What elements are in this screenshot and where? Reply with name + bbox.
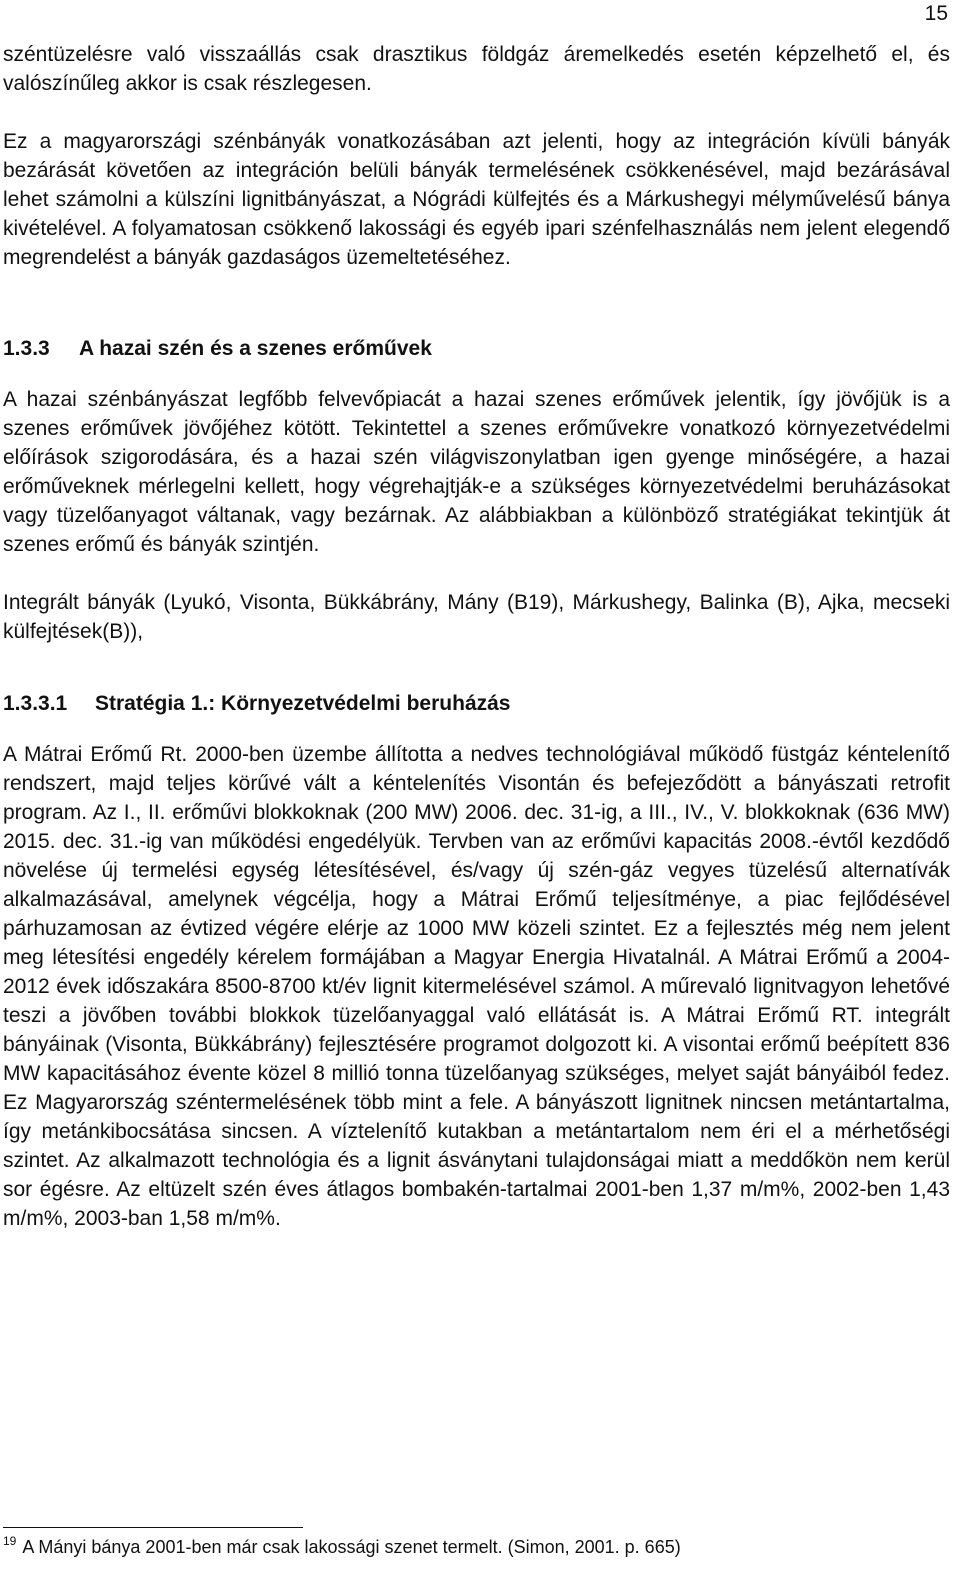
paragraph-3: A hazai szénbányászat legfőbb felvevőpiacát a hazai szenes erőművek jelentik, így jövőjük is a szenes erőművek jövőjéhez kötött. Tekintettel a szenes erőművekre vonatkozó környezetvédelmi előírások szigorodására, és a hazai szén világviszonylatban igen gyenge minőségére, a hazai erőműveknek mérlegelni kellett, hogy végrehajtják-e a szükséges környezetvédelmi beruházásokat vagy tüzelőanyagot váltanak, vagy bezárnak. Az alábbiakban a különböző stratégiákat tekintjük át szenes erőmű és bányák szintjén.: [3, 388, 950, 556]
paragraph-5: A Mátrai Erőmű Rt. 2000-ben üzembe állította a nedves technológiával működő füstgáz kéntelenítő rendszert, majd teljes körűvé vált a kéntelenítés Visontán és befejeződött a bányászati retrofit program. Az I., II. erőművi blokkoknak (200 MW) 2006. dec. 31-ig, a III., IV., V. blokkoknak (636 MW) 2015. dec. 31.-ig van működési engedélyük. Tervben van az erőművi kapacitás 2008.-évtől kezdődő növelése új termelési egység létesítésével, és/vagy új szén-gáz vegyes tüzelésű alternatívák alkalmazásával, amelynek végcélja, hogy a Mátrai Erőmű teljesítménye, a piac fejlődésével párhuzamosan az évtized végére elérje az 1000 MW közeli szintet. Ez a fejlesztés még nem jelent meg létesítési engedély kérelem formájában a Magyar Energia Hivatalnál. A Mátrai Erőmű a 2004-2012 évek időszakára 8500-8700 kt/év lignit kitermelésével számol. A műrevaló lignitvagyon lehetővé teszi a jövőben további blokkok tüzelőanyaggal való ellátását is. A Mátrai Erőmű RT. integrált bányáinak (Visonta, Bükkábrány) fejlesztésére programot dolgozott ki. A visontai erőmű beépített 836 MW kapacitásához évente közel 8 millió tonna tüzelőanyag szükséges, melyet saját bányáiból fedez. Ez Magyarország széntermelésének több mint a fele. A bányászott lignitnek nincsen metántartalma, így metánkibocsátása sincsen. A víztelenítő kutakban a metántartalom nem éri el a mérhetőségi szintet. Az alkalmazott technológia és a lignit ásványtani tulajdonságai miatt a meddőkön nem kerül sor égésre. Az eltüzelt szén éves átlagos bombakén-tartalmai 2001-ben 1,37 m/m%, 2002-ben 1,43 m/m%, 2003-ban 1,58 m/m%.: [3, 743, 950, 1230]
paragraph-1: széntüzelésre való visszaállás csak drasztikus földgáz áremelkedés esetén képzelhető el, és valószínűleg akkor is csak részlegesen.: [3, 43, 950, 95]
footnote-divider: [3, 1527, 303, 1528]
page-number: 15: [924, 2, 948, 25]
section-number: 1.3.3: [3, 337, 50, 360]
section-title: A hazai szén és a szenes erőművek: [79, 337, 432, 360]
section-heading-1-3-3: [3, 334, 950, 363]
footnote: [3, 1535, 681, 1559]
paragraph-4: Integrált bányák (Lyukó, Visonta, Bükkábrány, Mány (B19), Márkushegy, Balinka (B), Ajka, mecseki külfejtések(B)),: [3, 591, 950, 643]
document-body: [3, 40, 950, 1233]
subsection-heading-1-3-3-1: [3, 689, 950, 718]
subsection-title: Stratégia 1.: Környezetvédelmi beruházás: [95, 692, 511, 715]
footnote-text: A Mányi bánya 2001-ben már csak lakossági szenet termelt. (Simon, 2001. p. 665): [22, 1537, 681, 1557]
footnote-number: 19: [3, 1534, 17, 1548]
paragraph-2: Ez a magyarországi szénbányák vonatkozásában azt jelenti, hogy az integráción kívüli bányák bezárását követően az integráción belüli bányák termelésének csökkenésével, majd bezárásával lehet számolni a külszíni lignitbányászat, a Nógrádi külfejtés és a Márkushegyi mélyművelésű bánya kivételével. A folyamatosan csökkenő lakossági és egyéb ipari szénfelhasználás nem jelent elegendő megrendelést a bányák gazdaságos üzemeltetéséhez.: [3, 130, 950, 269]
subsection-number: 1.3.3.1: [3, 692, 68, 715]
